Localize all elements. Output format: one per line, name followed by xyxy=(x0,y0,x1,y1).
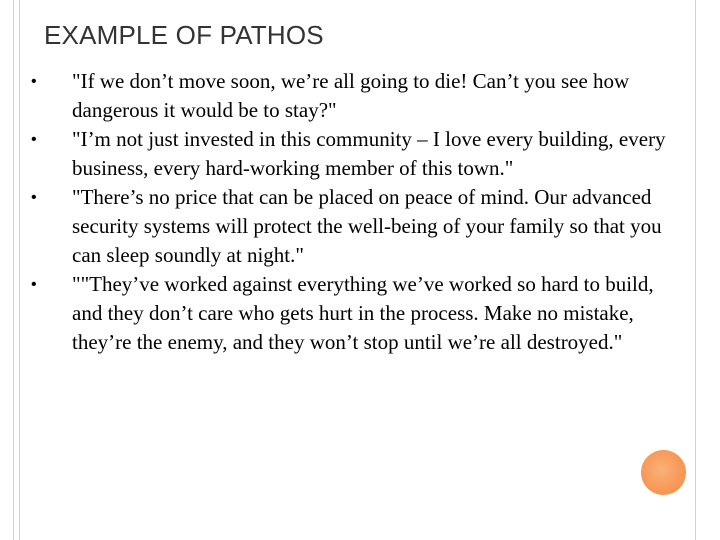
bullet-icon: • xyxy=(31,276,37,293)
bullet-text: "I’m not just invested in this community – I love every building, every business, every hard-working member of this town." xyxy=(72,127,666,180)
bullet-item xyxy=(30,183,670,270)
bullet-text: "There’s no price that can be placed on peace of mind. Our advanced security systems will protect the well-being of your family so that you can sleep soundly at night." xyxy=(72,185,662,267)
bullet-icon: • xyxy=(31,189,37,206)
slide-content xyxy=(30,67,670,357)
bullet-text: ""They’ve worked against everything we’ve worked so hard to build, and they don’t care who gets hurt in the process. Make no mistake, they’re the enemy, and they won’t stop until we’re all destroyed." xyxy=(72,272,654,354)
bullet-icon: • xyxy=(31,73,37,90)
bullet-item xyxy=(30,67,670,125)
bullet-item xyxy=(30,270,670,357)
bullet-item xyxy=(30,125,670,183)
bullet-list xyxy=(30,67,670,357)
bullet-text: "If we don’t move soon, we’re all going to die! Can’t you see how dangerous it would be to stay?" xyxy=(72,69,630,122)
bullet-icon: • xyxy=(31,131,37,148)
decorative-orb-icon xyxy=(641,450,686,495)
slide-title: EXAMPLE OF PATHOS xyxy=(44,20,324,50)
